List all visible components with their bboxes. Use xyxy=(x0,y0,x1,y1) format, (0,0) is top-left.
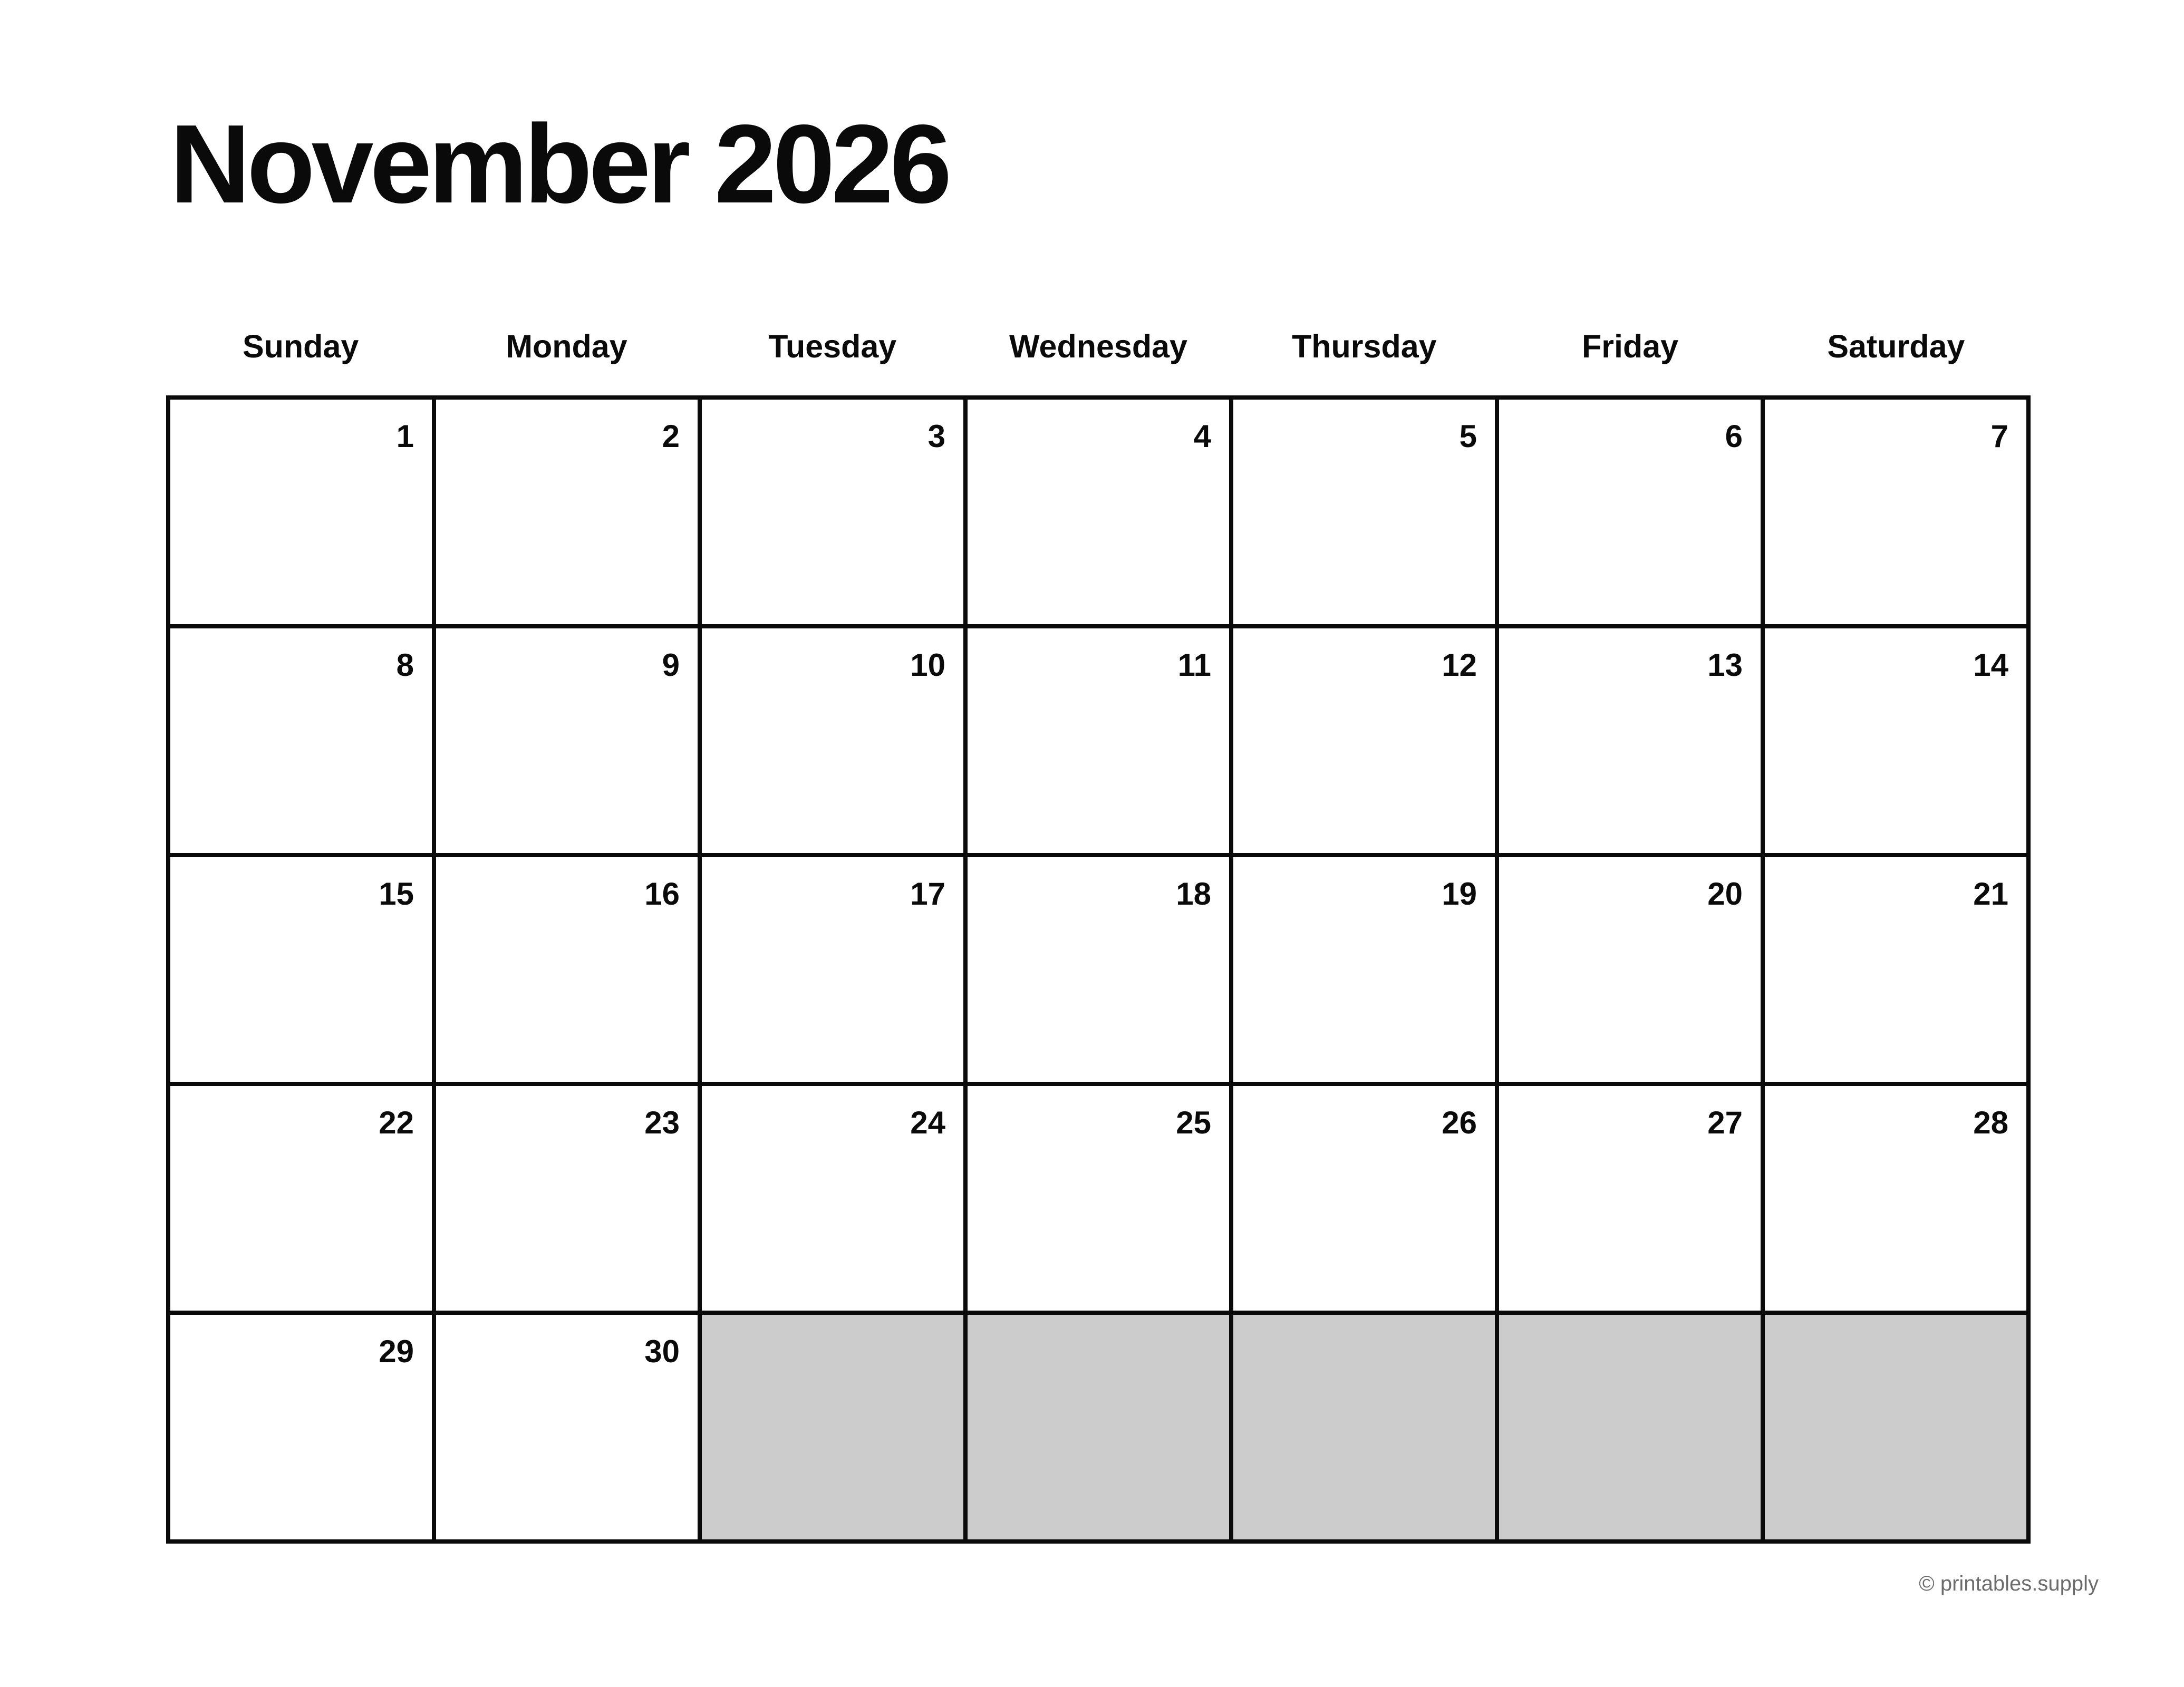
day-number: 12 xyxy=(1442,647,1477,683)
day-cell xyxy=(702,628,968,857)
day-number: 22 xyxy=(379,1105,414,1140)
day-number: 15 xyxy=(379,876,414,912)
day-cell xyxy=(702,1086,968,1315)
weekday-wednesday: Wednesday xyxy=(1009,328,1187,364)
day-cell xyxy=(170,400,436,628)
day-number: 20 xyxy=(1707,876,1743,912)
day-cell xyxy=(1233,857,1499,1086)
day-number: 11 xyxy=(1177,647,1211,683)
weekday-saturday: Saturday xyxy=(1827,328,1965,364)
day-cell xyxy=(436,1315,702,1544)
weekday-tuesday: Tuesday xyxy=(768,328,897,364)
day-cell xyxy=(968,1086,1233,1315)
day-cell xyxy=(1499,400,1765,628)
weekday-thursday: Thursday xyxy=(1292,328,1437,364)
day-number: 10 xyxy=(910,647,945,683)
day-number: 16 xyxy=(644,876,680,912)
calendar-grid xyxy=(166,395,2031,1544)
day-number: 9 xyxy=(662,647,680,683)
day-number: 13 xyxy=(1707,647,1743,683)
day-cell xyxy=(1233,400,1499,628)
day-number: 21 xyxy=(1973,876,2008,912)
day-number: 23 xyxy=(644,1105,680,1140)
day-cell xyxy=(170,1086,436,1315)
day-cell xyxy=(968,857,1233,1086)
day-cell xyxy=(170,1315,436,1544)
empty-day-cell xyxy=(968,1315,1233,1544)
empty-day-cell xyxy=(702,1315,968,1544)
copyright-credit: © printables.supply xyxy=(1919,1572,2099,1595)
day-number: 24 xyxy=(910,1105,945,1140)
day-cell xyxy=(968,628,1233,857)
day-number: 5 xyxy=(1459,419,1477,454)
day-number: 8 xyxy=(396,647,414,683)
day-number: 29 xyxy=(379,1334,414,1369)
day-number: 17 xyxy=(910,876,945,912)
day-number: 2 xyxy=(662,419,680,454)
day-number: 26 xyxy=(1442,1105,1477,1140)
day-number: 1 xyxy=(396,419,414,454)
day-cell xyxy=(1499,628,1765,857)
day-number: 3 xyxy=(927,419,945,454)
day-cell xyxy=(170,857,436,1086)
day-number: 4 xyxy=(1193,419,1211,454)
day-number: 27 xyxy=(1707,1105,1743,1140)
day-cell xyxy=(1765,400,2031,628)
day-cell xyxy=(170,628,436,857)
page-title: November 2026 xyxy=(170,101,949,226)
day-cell xyxy=(1499,1086,1765,1315)
day-cell xyxy=(1765,857,2031,1086)
day-cell xyxy=(702,400,968,628)
empty-day-cell xyxy=(1499,1315,1765,1544)
day-cell xyxy=(702,857,968,1086)
day-cell xyxy=(1765,628,2031,857)
day-cell xyxy=(436,400,702,628)
weekday-sunday: Sunday xyxy=(242,328,359,364)
day-number: 7 xyxy=(1990,419,2008,454)
day-number: 28 xyxy=(1973,1105,2008,1140)
day-number: 19 xyxy=(1442,876,1477,912)
day-number: 14 xyxy=(1973,647,2008,683)
day-cell xyxy=(436,857,702,1086)
day-cell xyxy=(1233,628,1499,857)
day-cell xyxy=(1499,857,1765,1086)
empty-day-cell xyxy=(1765,1315,2031,1544)
day-cell xyxy=(436,628,702,857)
day-cell xyxy=(968,400,1233,628)
day-number: 25 xyxy=(1176,1105,1211,1140)
weekday-monday: Monday xyxy=(506,328,627,364)
day-cell xyxy=(436,1086,702,1315)
day-cell xyxy=(1233,1086,1499,1315)
day-cell xyxy=(1765,1086,2031,1315)
weekday-header-row xyxy=(168,323,2029,370)
weekday-friday: Friday xyxy=(1582,328,1679,364)
day-number: 6 xyxy=(1725,419,1743,454)
empty-day-cell xyxy=(1233,1315,1499,1544)
day-number: 18 xyxy=(1176,876,1211,912)
day-number: 30 xyxy=(644,1334,680,1369)
